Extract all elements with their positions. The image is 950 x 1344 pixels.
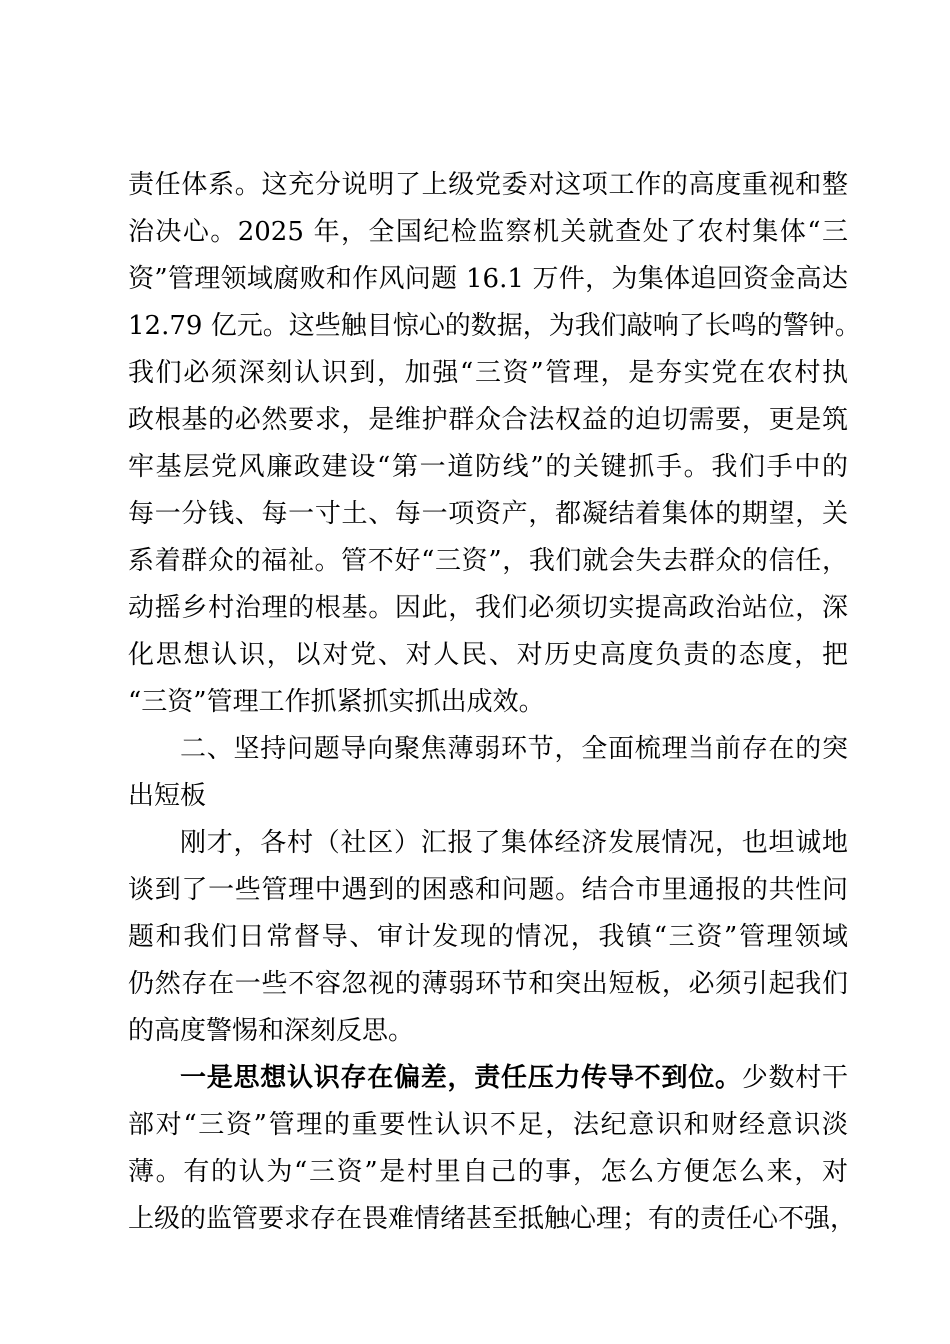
text-line: 我们必须深刻认识到，加强“三资”管理，是夯实党在农村执 [128, 358, 848, 388]
text-line: 动摇乡村治理的根基。因此，我们必须切实提高政治站位，深 [128, 593, 848, 623]
text-line: 系着群众的福祉。管不好“三资”，我们就会失去群众的信任， [128, 546, 848, 576]
text-line: 牢基层党风廉政建设“第一道防线”的关键抓手。我们手中的 [128, 452, 848, 482]
text-line: 12.79 亿元。这些触目惊心的数据，为我们敲响了长鸣的警钟。 [128, 311, 861, 341]
text-line: 治决心。2025 年，全国纪检监察机关就查处了农村集体“三 [128, 217, 848, 247]
section-heading-line: 出短板 [128, 781, 207, 811]
text-line: 刚才，各村（社区）汇报了集体经济发展情况，也坦诚地 [180, 828, 848, 858]
text-line: 责任体系。这充分说明了上级党委对这项工作的高度重视和整 [128, 170, 848, 200]
text-run: 少数村干 [741, 1063, 848, 1093]
text-line: 的高度警惕和深刻反思。 [128, 1016, 415, 1046]
bold-lead-phrase: 一是思想认识存在偏差，责任压力传导不到位。 [180, 1063, 742, 1093]
text-line: 化思想认识，以对党、对人民、对历史高度负责的态度，把 [128, 640, 848, 670]
text-line: 资”管理领域腐败和作风问题 16.1 万件，为集体追回资金高达 [128, 264, 848, 294]
text-line: 政根基的必然要求，是维护群众合法权益的迫切需要，更是筑 [128, 405, 848, 435]
text-line: 仍然存在一些不容忽视的薄弱环节和突出短板，必须引起我们 [128, 969, 848, 999]
text-line: 薄。有的认为“三资”是村里自己的事，怎么方便怎么来，对 [128, 1157, 848, 1187]
text-line: 每一分钱、每一寸土、每一项资产，都凝结着集体的期望，关 [128, 499, 848, 529]
body-text [128, 162, 861, 1243]
section-heading-line: 二、坚持问题导向聚焦薄弱环节，全面梳理当前存在的突 [180, 734, 848, 764]
text-line: 部对“三资”管理的重要性认识不足，法纪意识和财经意识淡 [128, 1110, 848, 1140]
text-line: “三资”管理工作抓紧抓实抓出成效。 [128, 687, 545, 717]
text-line [128, 1055, 848, 1102]
text-line: 题和我们日常督导、审计发现的情况，我镇“三资”管理领域 [128, 922, 848, 952]
text-line: 谈到了一些管理中遇到的困惑和问题。结合市里通报的共性问 [128, 875, 848, 905]
text-line: 上级的监管要求存在畏难情绪甚至抵触心理；有的责任心不强， [128, 1204, 857, 1234]
